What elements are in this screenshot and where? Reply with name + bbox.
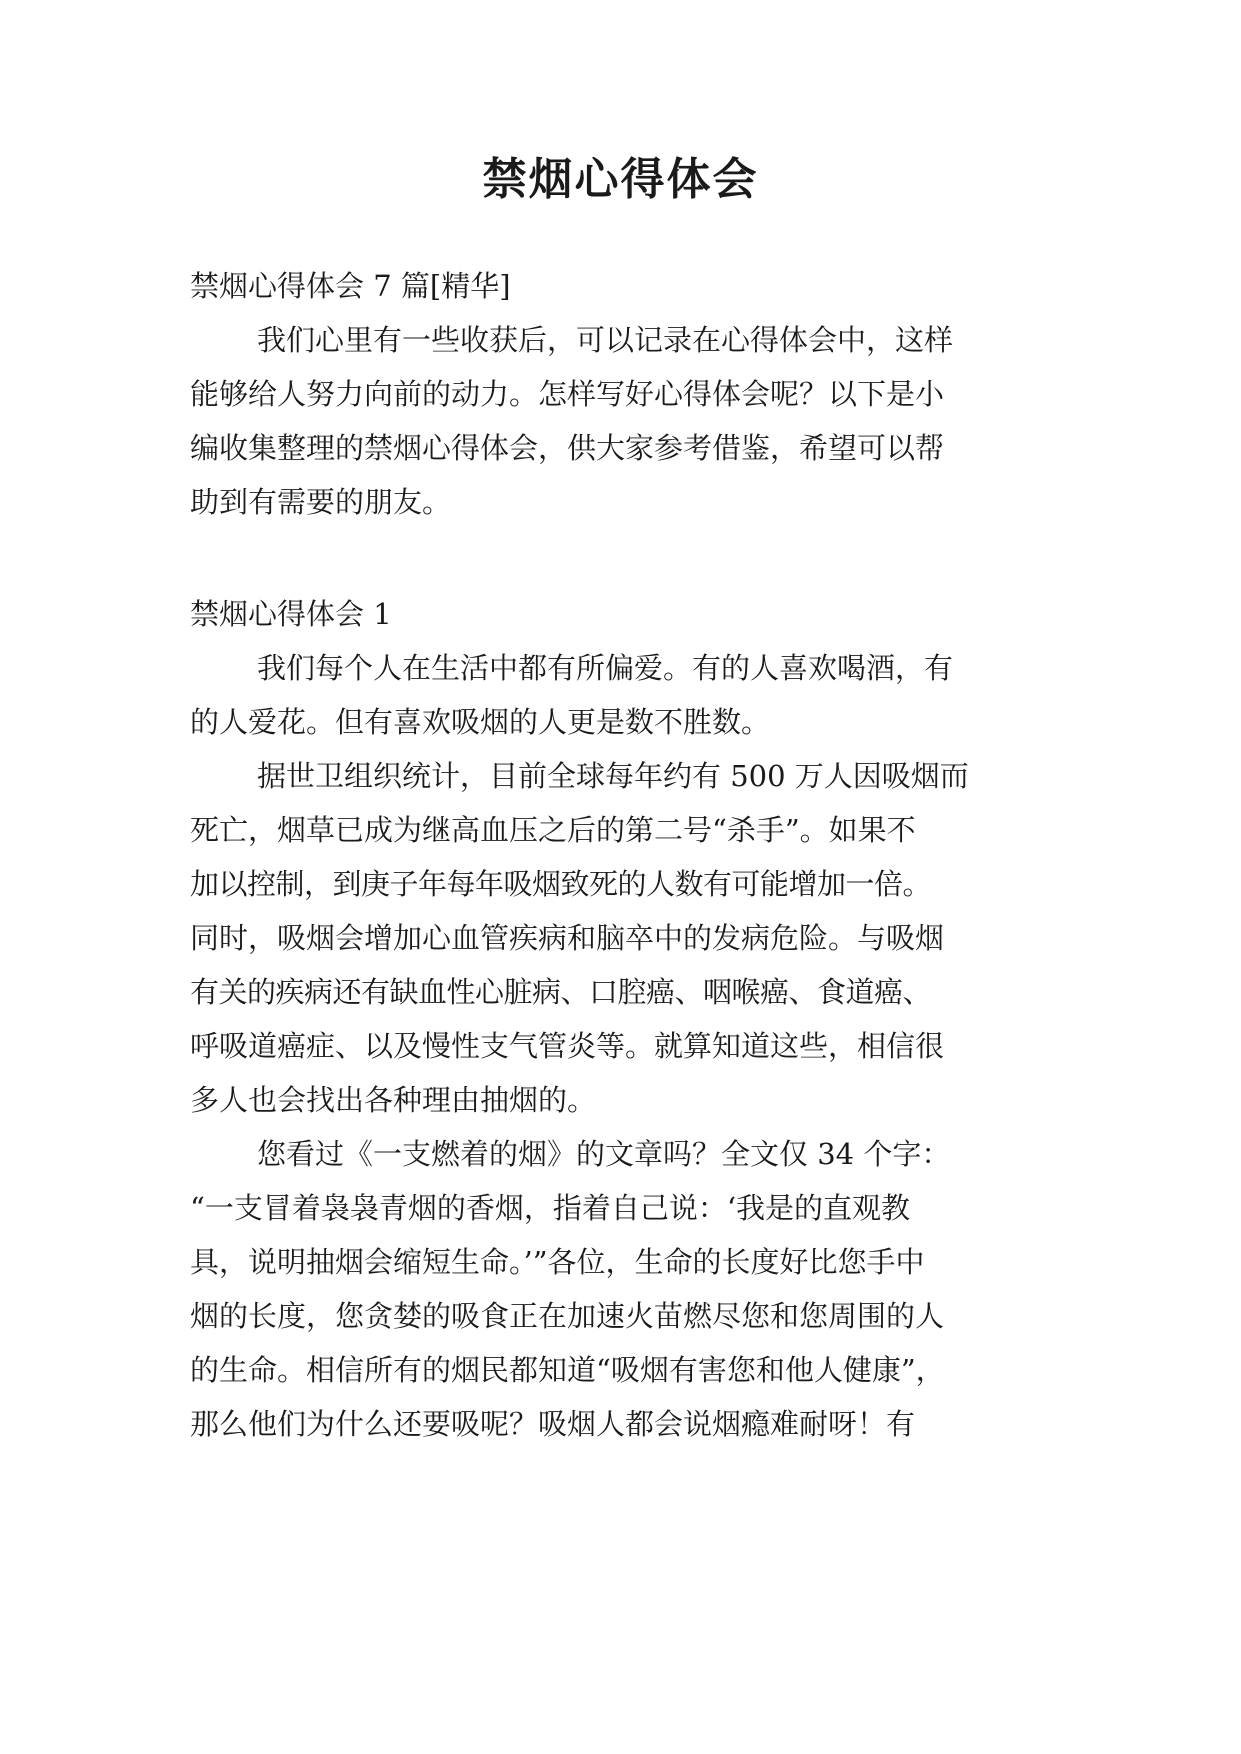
body-paragraph-line: 多人也会找出各种理由抽烟的。 xyxy=(190,1083,597,1117)
body-paragraph-line: 加以控制，到庚子年每年吸烟致死的人数有可能增加一倍。 xyxy=(190,867,932,901)
intro-paragraph-line: 助到有需要的朋友。 xyxy=(190,485,452,519)
section-heading: 禁烟心得体会 1 xyxy=(190,597,392,631)
body-paragraph-line: “一支冒着袅袅青烟的香烟，指着自己说：‘我是的直观教 xyxy=(190,1191,911,1225)
body-paragraph-line: 有关的疾病还有缺血性心脏病、口腔癌、咽喉癌、食道癌、 xyxy=(190,975,932,1009)
intro-paragraph-line: 我们心里有一些收获后，可以记录在心得体会中，这样 xyxy=(257,323,954,357)
body-paragraph-line: 烟的长度，您贪婪的吸食正在加速火苗燃尽您和您周围的人 xyxy=(190,1299,945,1333)
document-title: 禁烟心得体会 xyxy=(482,154,759,205)
body-paragraph-line: 死亡，烟草已成为继高血压之后的第二号“杀手”。如果不 xyxy=(190,813,916,847)
body-paragraph-line: 呼吸道癌症、以及慢性支气管炎等。就算知道这些，相信很 xyxy=(190,1029,945,1063)
body-paragraph-line: 具，说明抽烟会缩短生命。’”各位，生命的长度好比您手中 xyxy=(190,1245,925,1279)
subtitle-line: 禁烟心得体会 7 篇[精华] xyxy=(190,269,511,303)
intro-paragraph-line: 编收集整理的禁烟心得体会，供大家参考借鉴，希望可以帮 xyxy=(190,431,945,465)
body-paragraph-line: 据世卫组织统计，目前全球每年约有 500 万人因吸烟而 xyxy=(257,759,969,793)
body-paragraph-line: 的人爱花。但有喜欢吸烟的人更是数不胜数。 xyxy=(190,705,771,739)
body-paragraph-line: 的生命。相信所有的烟民都知道“吸烟有害您和他人健康”， xyxy=(190,1353,945,1387)
body-paragraph-line: 同时，吸烟会增加心血管疾病和脑卒中的发病危险。与吸烟 xyxy=(190,921,945,955)
intro-paragraph-line: 能够给人努力向前的动力。怎样写好心得体会呢？以下是小 xyxy=(190,377,945,411)
body-paragraph-line: 我们每个人在生活中都有所偏爱。有的人喜欢喝酒，有 xyxy=(257,651,954,685)
body-paragraph-line: 您看过《一支燃着的烟》的文章吗？全文仅 34 个字： xyxy=(257,1137,951,1171)
body-paragraph-line: 那么他们为什么还要吸呢？吸烟人都会说烟瘾难耐呀！有 xyxy=(190,1407,916,1441)
